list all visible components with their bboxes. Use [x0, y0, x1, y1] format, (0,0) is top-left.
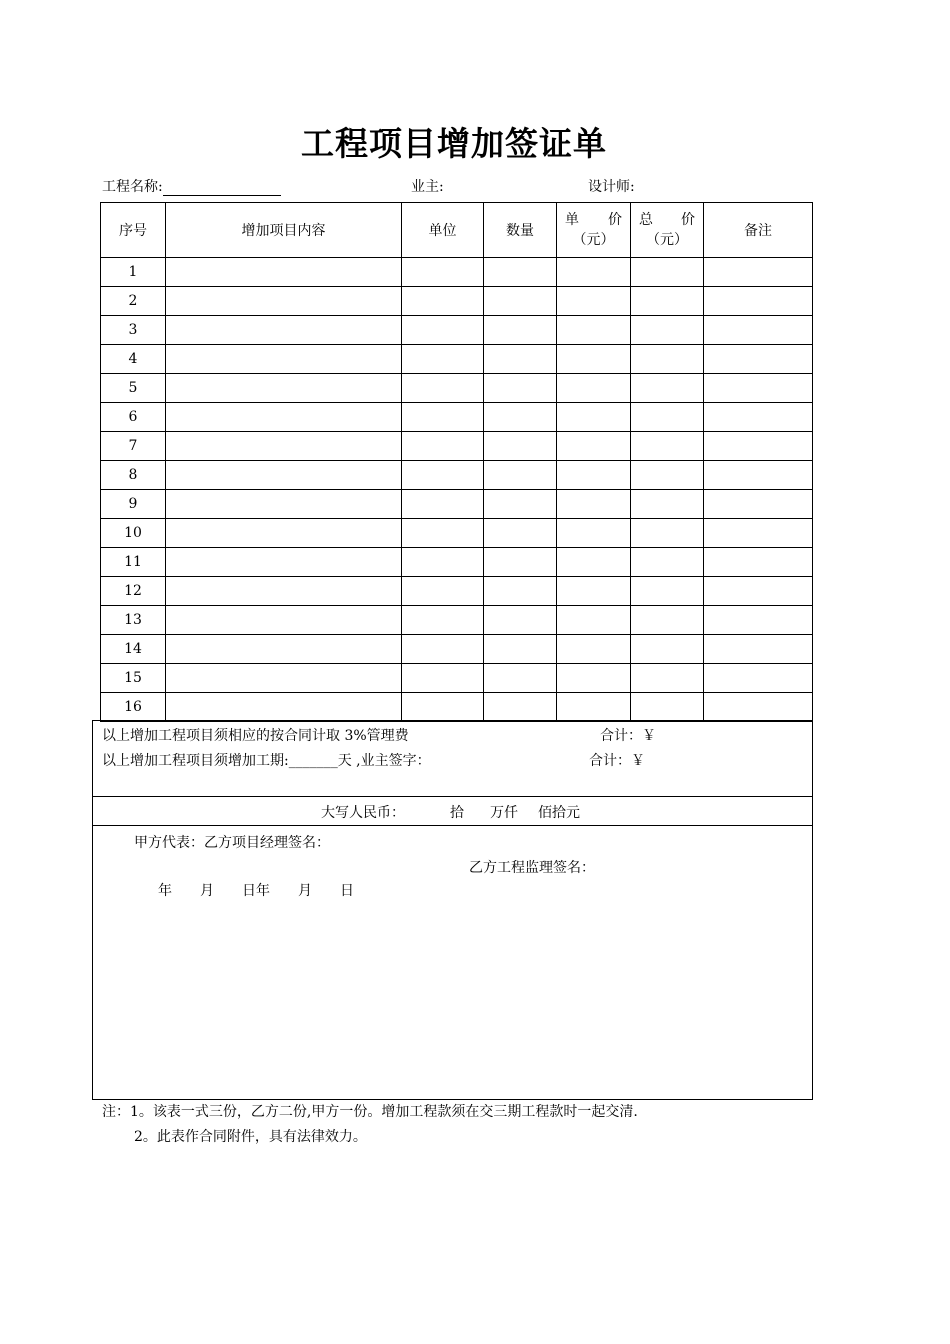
row-total-price[interactable]: [631, 287, 704, 316]
row-total-price[interactable]: [631, 635, 704, 664]
designer-label: 设计师:: [588, 179, 635, 195]
row-unit-price[interactable]: [557, 693, 631, 722]
row-seq: 12: [101, 577, 166, 606]
row-unit[interactable]: [402, 490, 484, 519]
row-unit[interactable]: [402, 519, 484, 548]
row-qty[interactable]: [484, 258, 557, 287]
row-seq: 14: [101, 635, 166, 664]
row-content[interactable]: [166, 345, 402, 374]
row-total-price[interactable]: [631, 606, 704, 635]
row-remark[interactable]: [704, 287, 813, 316]
table-row: [101, 403, 813, 432]
row-content[interactable]: [166, 432, 402, 461]
row-unit[interactable]: [402, 664, 484, 693]
signature-line2: 乙方工程监理签名：: [469, 860, 595, 876]
row-remark[interactable]: [704, 693, 813, 722]
table-row: [101, 635, 813, 664]
row-qty[interactable]: [484, 490, 557, 519]
row-content[interactable]: [166, 664, 402, 693]
row-unit-price[interactable]: [557, 287, 631, 316]
row-remark[interactable]: [704, 258, 813, 287]
row-unit[interactable]: [402, 693, 484, 722]
table-row: [101, 548, 813, 577]
row-unit-price[interactable]: [557, 577, 631, 606]
row-seq: 4: [101, 345, 166, 374]
row-unit[interactable]: [402, 461, 484, 490]
row-unit-price[interactable]: [557, 258, 631, 287]
row-total-price[interactable]: [631, 316, 704, 345]
row-content[interactable]: [166, 635, 402, 664]
row-content[interactable]: [166, 461, 402, 490]
row-qty[interactable]: [484, 345, 557, 374]
header-unit: 单位: [402, 203, 484, 258]
row-content[interactable]: [166, 490, 402, 519]
row-seq: 5: [101, 374, 166, 403]
table-row: [101, 316, 813, 345]
row-total-price[interactable]: [631, 374, 704, 403]
row-seq: 13: [101, 606, 166, 635]
row-remark[interactable]: [704, 664, 813, 693]
row-unit[interactable]: [402, 403, 484, 432]
page-title: 工程项目增加签证单: [301, 124, 607, 163]
header-total-price: [631, 203, 704, 258]
row-qty[interactable]: [484, 403, 557, 432]
row-unit-price[interactable]: [557, 548, 631, 577]
row-total-price[interactable]: [631, 432, 704, 461]
header-total-price-a: 总: [639, 212, 653, 228]
row-remark[interactable]: [704, 548, 813, 577]
row-remark[interactable]: [704, 403, 813, 432]
project-name-underline: [163, 181, 281, 196]
row-unit[interactable]: [402, 635, 484, 664]
table-row: [101, 577, 813, 606]
header-unit-price: [557, 203, 631, 258]
row-unit[interactable]: [402, 548, 484, 577]
row-remark[interactable]: [704, 577, 813, 606]
row-unit-price[interactable]: [557, 606, 631, 635]
row-total-price[interactable]: [631, 345, 704, 374]
row-seq: 11: [101, 548, 166, 577]
row-unit[interactable]: [402, 606, 484, 635]
row-remark[interactable]: [704, 606, 813, 635]
table-row: [101, 258, 813, 287]
row-total-price[interactable]: [631, 461, 704, 490]
row-content[interactable]: [166, 548, 402, 577]
header-total-price-b: 价: [681, 212, 695, 228]
row-unit[interactable]: [402, 345, 484, 374]
row-content[interactable]: [166, 693, 402, 722]
row-qty[interactable]: [484, 693, 557, 722]
summary-total2: 合计：￥: [589, 753, 645, 769]
header-unit-price-a: 单: [565, 212, 579, 228]
row-unit[interactable]: [402, 316, 484, 345]
row-total-price[interactable]: [631, 258, 704, 287]
project-name-field: [102, 176, 281, 196]
row-qty[interactable]: [484, 606, 557, 635]
row-remark[interactable]: [704, 519, 813, 548]
row-total-price[interactable]: [631, 664, 704, 693]
table-row: [101, 664, 813, 693]
row-remark[interactable]: [704, 316, 813, 345]
row-content[interactable]: [166, 258, 402, 287]
note-1: 注：1。该表一式三份，乙方二份,甲方一份。增加工程款须在交三期工程款时一起交清.: [102, 1104, 638, 1120]
owner-label: 业主:: [411, 179, 444, 195]
row-seq: 16: [101, 693, 166, 722]
row-seq: 7: [101, 432, 166, 461]
signature-line1: 甲方代表：乙方项目经理签名：: [134, 835, 330, 851]
header-qty: 数量: [484, 203, 557, 258]
row-total-price[interactable]: [631, 577, 704, 606]
table-row: [101, 519, 813, 548]
table-row: [101, 432, 813, 461]
rmb-unit-wan: 万仟: [490, 805, 518, 821]
summary-line2: 以上增加工程项目须增加工期:_______天 ,业主签字：: [102, 753, 431, 769]
row-unit[interactable]: [402, 258, 484, 287]
project-name-label: 工程名称:: [102, 179, 163, 195]
row-unit-price[interactable]: [557, 519, 631, 548]
row-seq: 2: [101, 287, 166, 316]
row-content[interactable]: [166, 519, 402, 548]
row-content[interactable]: [166, 606, 402, 635]
row-content[interactable]: [166, 316, 402, 345]
header-content: 增加项目内容: [166, 203, 402, 258]
note-2: 2。此表作合同附件，具有法律效力。: [134, 1129, 367, 1145]
row-remark[interactable]: [704, 461, 813, 490]
row-content[interactable]: [166, 287, 402, 316]
row-qty[interactable]: [484, 664, 557, 693]
row-qty[interactable]: [484, 461, 557, 490]
table-row: [101, 345, 813, 374]
row-unit-price[interactable]: [557, 316, 631, 345]
row-total-price[interactable]: [631, 693, 704, 722]
row-content[interactable]: [166, 374, 402, 403]
row-content[interactable]: [166, 403, 402, 432]
row-seq: 3: [101, 316, 166, 345]
row-qty[interactable]: [484, 519, 557, 548]
row-remark[interactable]: [704, 374, 813, 403]
row-unit[interactable]: [402, 432, 484, 461]
signature-date-line: 年 月 日年 月 日: [158, 883, 354, 899]
summary-box: [92, 720, 813, 797]
row-seq: 10: [101, 519, 166, 548]
table-row: [101, 693, 813, 722]
table-header-row: [101, 203, 813, 258]
row-remark[interactable]: [704, 432, 813, 461]
row-unit-price[interactable]: [557, 664, 631, 693]
row-unit[interactable]: [402, 374, 484, 403]
table-row: [101, 490, 813, 519]
header-seq: 序号: [101, 203, 166, 258]
rmb-unit-yuan: 佰拾元: [538, 805, 580, 821]
row-seq: 6: [101, 403, 166, 432]
rmb-unit-ten: 拾: [450, 805, 464, 821]
header-unit-price-b: 价: [608, 212, 622, 228]
row-remark[interactable]: [704, 635, 813, 664]
row-qty[interactable]: [484, 577, 557, 606]
row-total-price[interactable]: [631, 490, 704, 519]
table-row: [101, 606, 813, 635]
row-unit-price[interactable]: [557, 403, 631, 432]
row-unit[interactable]: [402, 577, 484, 606]
row-unit[interactable]: [402, 287, 484, 316]
header-remark: 备注: [704, 203, 813, 258]
row-unit-price[interactable]: [557, 374, 631, 403]
row-content[interactable]: [166, 577, 402, 606]
signature-box: [92, 825, 813, 1100]
row-unit-price[interactable]: [557, 635, 631, 664]
table-row: [101, 461, 813, 490]
rmb-label: 大写人民币：: [321, 805, 405, 821]
header-total-price-c: （元）: [646, 232, 688, 248]
rmb-box: [92, 796, 813, 826]
row-remark[interactable]: [704, 490, 813, 519]
table-row: [101, 374, 813, 403]
row-seq: 1: [101, 258, 166, 287]
row-unit-price[interactable]: [557, 432, 631, 461]
items-table: [100, 202, 813, 722]
summary-line1: 以上增加工程项目须相应的按合同计取 3%管理费: [102, 728, 409, 744]
row-qty[interactable]: [484, 432, 557, 461]
row-unit-price[interactable]: [557, 490, 631, 519]
table-row: [101, 287, 813, 316]
row-remark[interactable]: [704, 345, 813, 374]
row-unit-price[interactable]: [557, 461, 631, 490]
row-total-price[interactable]: [631, 403, 704, 432]
row-qty[interactable]: [484, 287, 557, 316]
row-qty[interactable]: [484, 635, 557, 664]
row-seq: 8: [101, 461, 166, 490]
row-qty[interactable]: [484, 316, 557, 345]
row-qty[interactable]: [484, 548, 557, 577]
summary-total1: 合计：￥: [600, 728, 656, 744]
row-seq: 9: [101, 490, 166, 519]
row-unit-price[interactable]: [557, 345, 631, 374]
header-unit-price-c: （元）: [572, 232, 615, 248]
row-total-price[interactable]: [631, 548, 704, 577]
row-total-price[interactable]: [631, 519, 704, 548]
row-seq: 15: [101, 664, 166, 693]
row-qty[interactable]: [484, 374, 557, 403]
